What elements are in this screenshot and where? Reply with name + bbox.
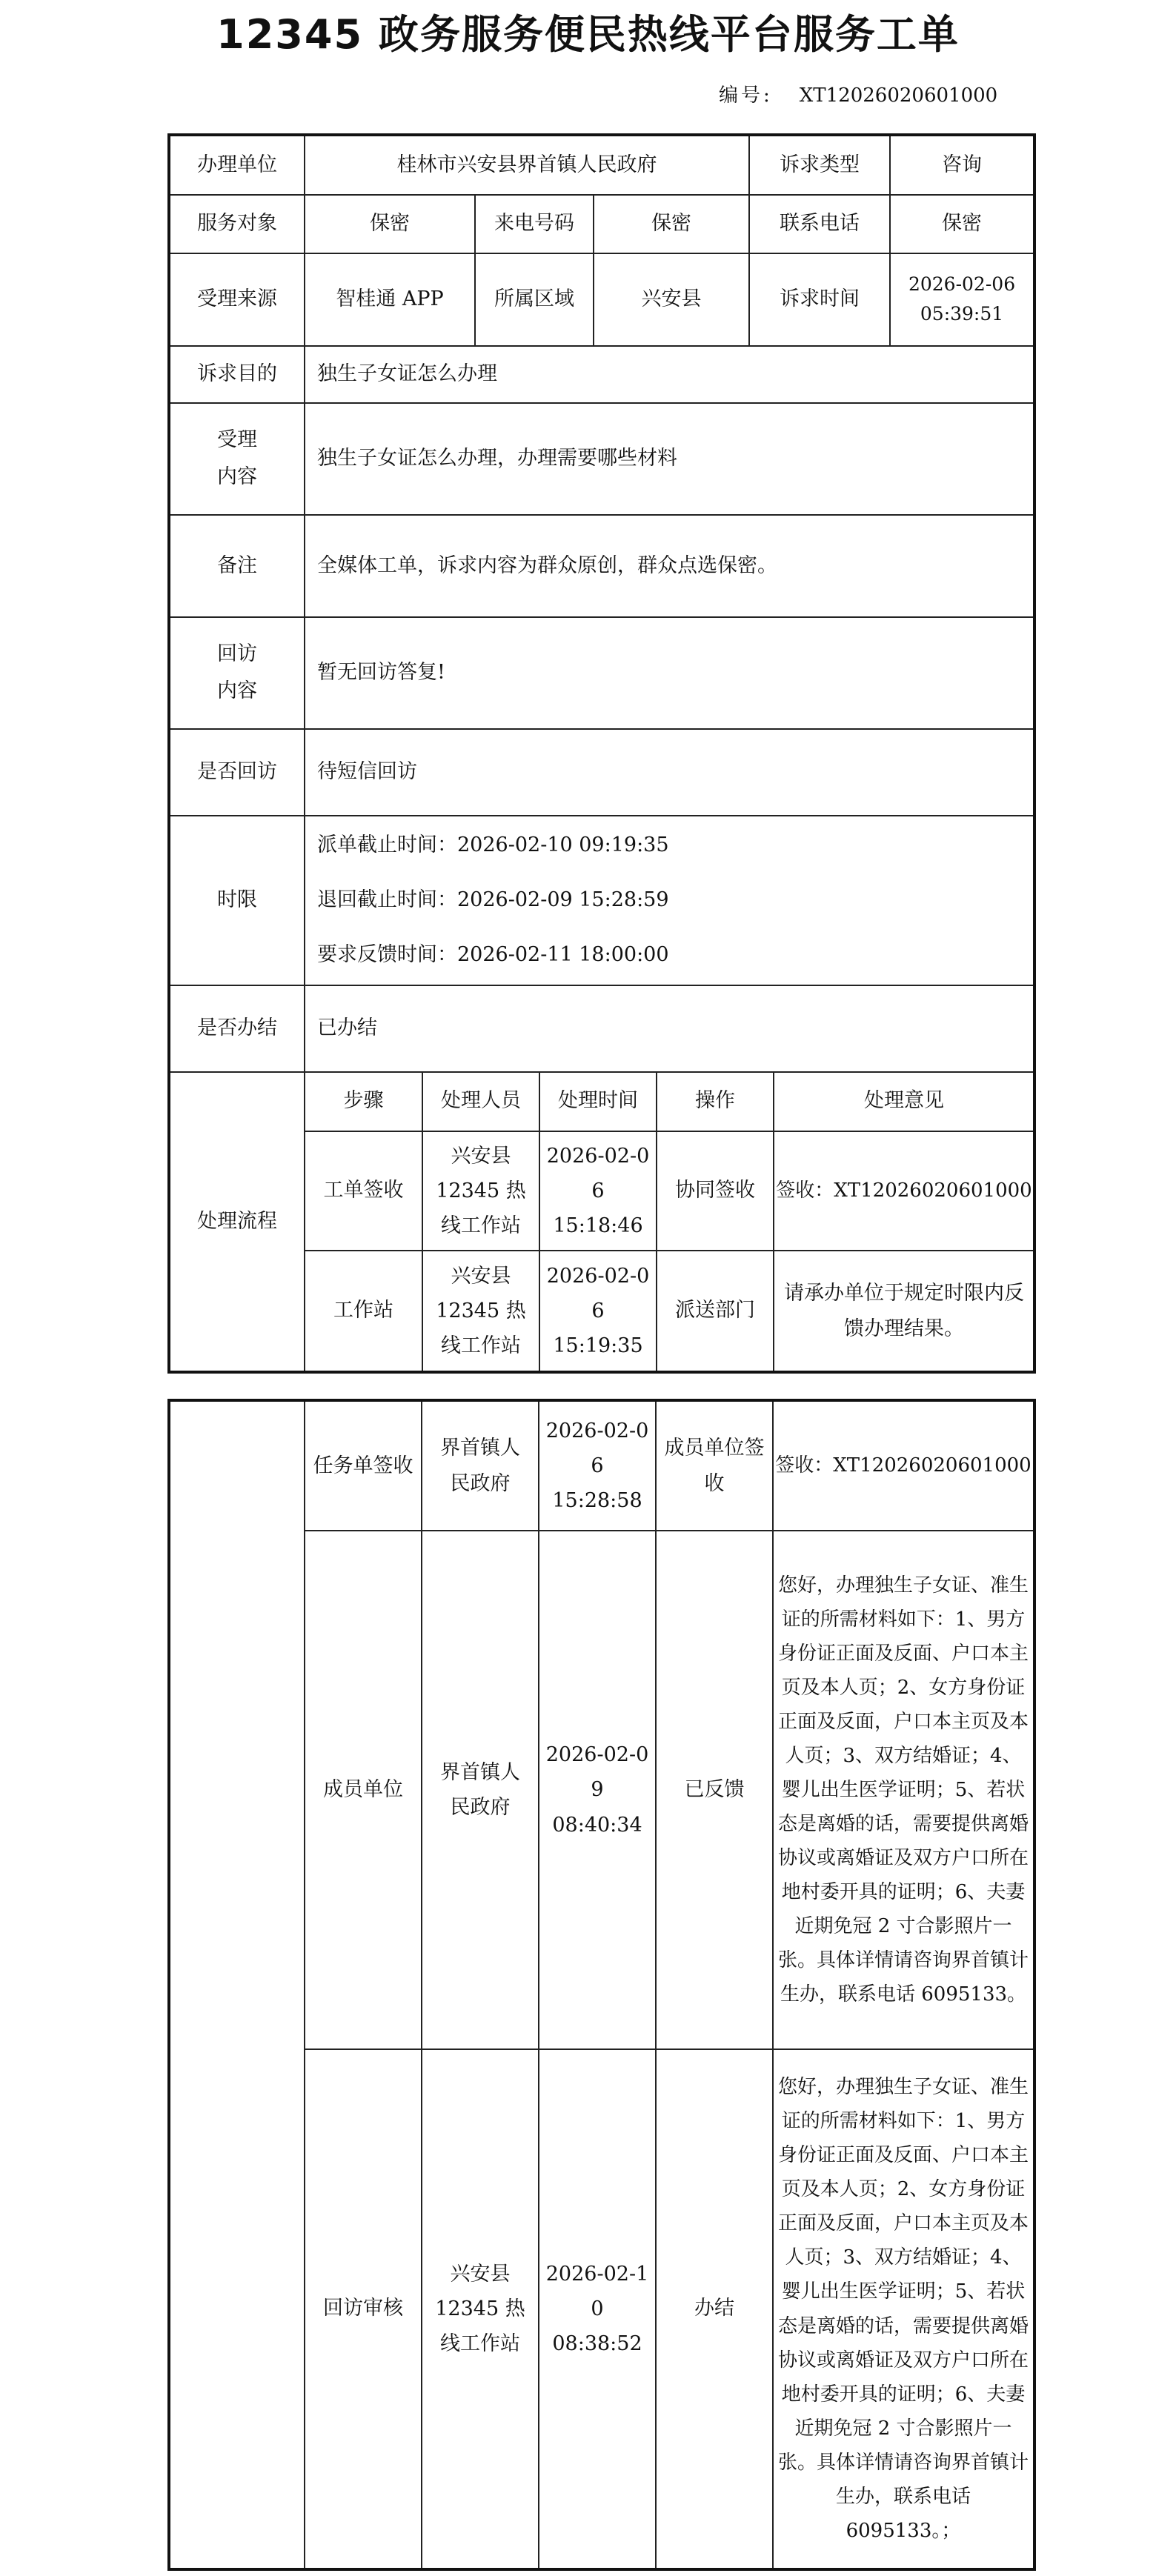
contact-value: 保密 xyxy=(890,195,1034,253)
flow-header-op: 操作 xyxy=(657,1073,774,1131)
flow-opinion: 您好，办理独生子女证、准生证的所需材料如下：1、男方身份证正面及反面、户口本主页及本人页；2、女方身份证正面及反面，户口本主页及本人页；3、双方结婚证；4、婴儿出生医学证明；5、若状态是离婚的话，需要提供离婚协议或离婚证及双方户口所在地村委开具的证明；6、夫妻近期免冠 2 寸合影照片一张。具体详情请咨询界首镇计生办，联系电话 6095133。； xyxy=(773,2049,1034,2569)
revisit-label: 是否回访 xyxy=(169,729,305,816)
work-order-table xyxy=(167,133,1036,1374)
visit-label-line1: 回访 xyxy=(217,642,257,666)
flow-time: 2026-02-0 6 15:28:58 xyxy=(539,1400,656,1531)
visit-content-label xyxy=(169,617,305,730)
caller-value: 保密 xyxy=(594,195,749,253)
content-value: 独生子女证怎么办理，办理需要哪些材料 xyxy=(305,403,1034,516)
flow-step: 工作站 xyxy=(305,1251,422,1371)
flow-person: 兴安县 12345 热 线工作站 xyxy=(422,1131,539,1251)
flow-step: 回访审核 xyxy=(305,2049,422,2569)
purpose-value: 独生子女证怎么办理 xyxy=(305,346,1034,403)
flow-time: 2026-02-0 6 15:19:35 xyxy=(539,1251,657,1371)
remark-value: 全媒体工单，诉求内容为群众原创，群众点选保密。 xyxy=(305,515,1034,616)
order-number-value: XT12026020601000 xyxy=(799,84,998,107)
flow-opinion: 您好，办理独生子女证、准生证的所需材料如下：1、男方身份证正面及反面、户口本主页及本人页；2、女方身份证正面及反面，户口本主页及本人页；3、双方结婚证；4、婴儿出生医学证明；5、若状态是离婚的话，需要提供离婚协议或离婚证及双方户口所在地村委开具的证明；6、夫妻近期免冠 2 寸合影照片一张。具体详情请咨询界首镇计生办，联系电话 6095133。 xyxy=(773,1531,1034,2049)
flow-step: 任务单签收 xyxy=(305,1400,422,1531)
flow-opinion: 请承办单位于规定时限内反馈办理结果。 xyxy=(774,1251,1034,1371)
flow-table xyxy=(305,1073,1034,1371)
purpose-label: 诉求目的 xyxy=(169,346,305,403)
contact-label: 联系电话 xyxy=(749,195,890,253)
target-value: 保密 xyxy=(305,195,475,253)
table-row xyxy=(305,1251,1034,1371)
flow-label: 处理流程 xyxy=(169,1072,305,1372)
area-label: 所属区域 xyxy=(475,253,594,346)
remark-label: 备注 xyxy=(169,515,305,616)
flow-person: 界首镇人 民政府 xyxy=(422,1531,539,2049)
flow-step: 成员单位 xyxy=(305,1531,422,2049)
flow-header-step: 步骤 xyxy=(305,1073,422,1131)
order-number-label: 编号: xyxy=(719,84,773,107)
table-row xyxy=(169,1400,1034,1531)
flow-op: 协同签收 xyxy=(657,1131,774,1251)
visit-content-value: 暂无回访答复! xyxy=(305,617,1034,730)
revisit-value: 待短信回访 xyxy=(305,729,1034,816)
time-value-date: 2026-02-06 xyxy=(908,273,1016,296)
flow-time: 2026-02-0 6 15:18:46 xyxy=(539,1131,657,1251)
flow-header-opinion: 处理意见 xyxy=(774,1073,1034,1131)
content-label-line2: 内容 xyxy=(217,465,257,489)
flow-op: 成员单位签收 xyxy=(656,1400,773,1531)
time-value-clock: 05:39:51 xyxy=(920,303,1004,325)
visit-label-line2: 内容 xyxy=(217,679,257,703)
order-number xyxy=(719,80,997,107)
area-value: 兴安县 xyxy=(594,253,749,346)
unit-value: 桂林市兴安县界首镇人民政府 xyxy=(305,135,749,195)
content-label-line1: 受理 xyxy=(217,428,257,452)
flow-container xyxy=(305,1072,1034,1372)
type-value: 咨询 xyxy=(890,135,1034,195)
flow-step: 工单签收 xyxy=(305,1131,422,1251)
flow-time: 2026-02-0 9 08:40:34 xyxy=(539,1531,656,2049)
limit-label: 时限 xyxy=(169,816,305,985)
source-value: 智桂通 APP xyxy=(305,253,475,346)
limit-feedback: 要求反馈时间：2026-02-11 18:00:00 xyxy=(317,943,669,967)
flow-person: 界首镇人 民政府 xyxy=(422,1400,539,1531)
limit-dispatch: 派单截止时间：2026-02-10 09:19:35 xyxy=(317,833,669,857)
content-label xyxy=(169,403,305,516)
limit-values xyxy=(305,816,1034,985)
flow-op: 已反馈 xyxy=(656,1531,773,2049)
done-label: 是否办结 xyxy=(169,985,305,1072)
time-label: 诉求时间 xyxy=(749,253,890,346)
flow-op: 办结 xyxy=(656,2049,773,2569)
flow-header-person: 处理人员 xyxy=(422,1073,539,1131)
work-order-table-continued xyxy=(167,1399,1036,2571)
target-label: 服务对象 xyxy=(169,195,305,253)
unit-label: 办理单位 xyxy=(169,135,305,195)
flow-op: 派送部门 xyxy=(657,1251,774,1371)
flow-person: 兴安县 12345 热 线工作站 xyxy=(422,2049,539,2569)
limit-return: 退回截止时间：2026-02-09 15:28:59 xyxy=(317,888,669,912)
table-row xyxy=(305,1131,1034,1251)
done-value: 已办结 xyxy=(305,985,1034,1072)
type-label: 诉求类型 xyxy=(749,135,890,195)
page-title: 12345 政务服务便民热线平台服务工单 xyxy=(216,11,960,58)
flow-label-continued xyxy=(169,1400,305,2569)
flow-person: 兴安县 12345 热 线工作站 xyxy=(422,1251,539,1371)
flow-opinion: 签收：XT12026020601000 xyxy=(774,1131,1034,1251)
flow-time: 2026-02-1 0 08:38:52 xyxy=(539,2049,656,2569)
caller-label: 来电号码 xyxy=(475,195,594,253)
flow-opinion: 签收：XT12026020601000 xyxy=(773,1400,1034,1531)
source-label: 受理来源 xyxy=(169,253,305,346)
time-value xyxy=(890,253,1034,346)
flow-header-time: 处理时间 xyxy=(539,1073,657,1131)
